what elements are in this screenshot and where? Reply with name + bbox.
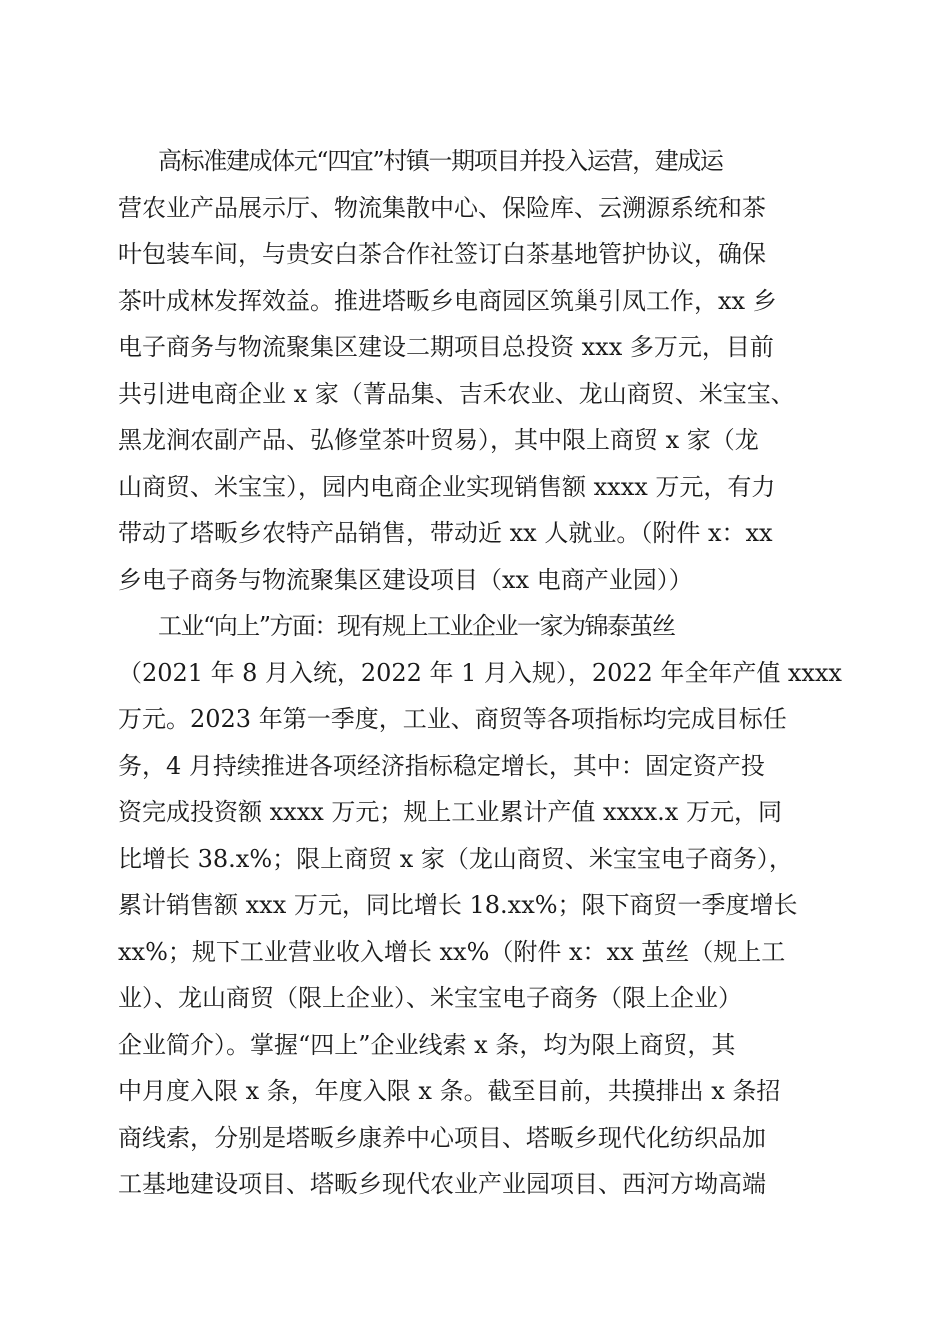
paragraph-2-line-5: 资完成投资额 xxxx 万元；规上工业累计产值 xxxx.x 万元，同: [118, 798, 782, 826]
paragraph-1-line-10: 乡电子商务与物流聚集区建设项目（xx 电商产业园））: [118, 566, 693, 594]
paragraph-2-line-9: 业）、龙山商贸（限上企业）、米宝宝电子商务（限上企业）: [118, 984, 742, 1012]
paragraph-2-line-7: 累计销售额 xxx 万元，同比增长 18.xx%；限下商贸一季度增长: [118, 891, 798, 919]
paragraph-1-line-3: 叶包装车间，与贵安白茶合作社签订白茶基地管护协议，确保: [118, 240, 766, 268]
paragraph-2-line-3: 万元。2023 年第一季度，工业、商贸等各项指标均完成目标任: [118, 705, 787, 733]
paragraph-2-line-8: xx%；规下工业营业收入增长 xx%（附件 x：xx 茧丝（规上工: [118, 938, 786, 966]
paragraph-2-line-1: 工业“向上”方面：现有规上工业企业一家为锦泰茧丝: [158, 612, 675, 640]
paragraph-1-line-6: 共引进电商企业 x 家（菁品集、吉禾农业、龙山商贸、米宝宝、: [118, 380, 795, 408]
paragraph-1-line-7: 黑龙涧农副产品、弘修堂茶叶贸易），其中限上商贸 x 家（龙: [118, 426, 759, 454]
paragraph-2-line-12: 商线索，分别是塔畈乡康养中心项目、塔畈乡现代化纺织品加: [118, 1124, 766, 1152]
paragraph-2-line-6: 比增长 38.x%；限上商贸 x 家（龙山商贸、米宝宝电子商务），: [118, 845, 793, 873]
paragraph-2-line-13: 工基地建设项目、塔畈乡现代农业产业园项目、西河方坳高端: [118, 1170, 766, 1198]
paragraph-2-line-2: （2021 年 8 月入统，2022 年 1 月入规），2022 年全年产值 xxxx: [118, 659, 842, 687]
paragraph-1-line-9: 带动了塔畈乡农特产品销售，带动近 xx 人就业。（附件 x：xx: [118, 519, 773, 547]
paragraph-1-line-2: 营农业产品展示厅、物流集散中心、保险库、云溯源系统和茶: [118, 194, 766, 222]
paragraph-2-line-11: 中月度入限 x 条，年度入限 x 条。截至目前，共摸排出 x 条招: [118, 1077, 781, 1105]
paragraph-1-line-5: 电子商务与物流聚集区建设二期项目总投资 xxx 多万元，目前: [118, 333, 774, 361]
paragraph-1-line-1: 高标准建成体元“四宜”村镇一期项目并投入运营，建成运: [158, 147, 723, 175]
paragraph-1-line-8: 山商贸、米宝宝），园内电商企业实现销售额 xxxx 万元，有力: [118, 473, 776, 501]
paragraph-2-line-4: 务，4 月持续推进各项经济指标稳定增长，其中：固定资产投: [118, 752, 765, 780]
paragraph-2-line-10: 企业简介）。掌握“四上”企业线索 x 条，均为限上商贸，其: [118, 1031, 736, 1059]
paragraph-1-line-4: 茶叶成林发挥效益。推进塔畈乡电商园区筑巢引凤工作，xx 乡: [118, 287, 777, 315]
